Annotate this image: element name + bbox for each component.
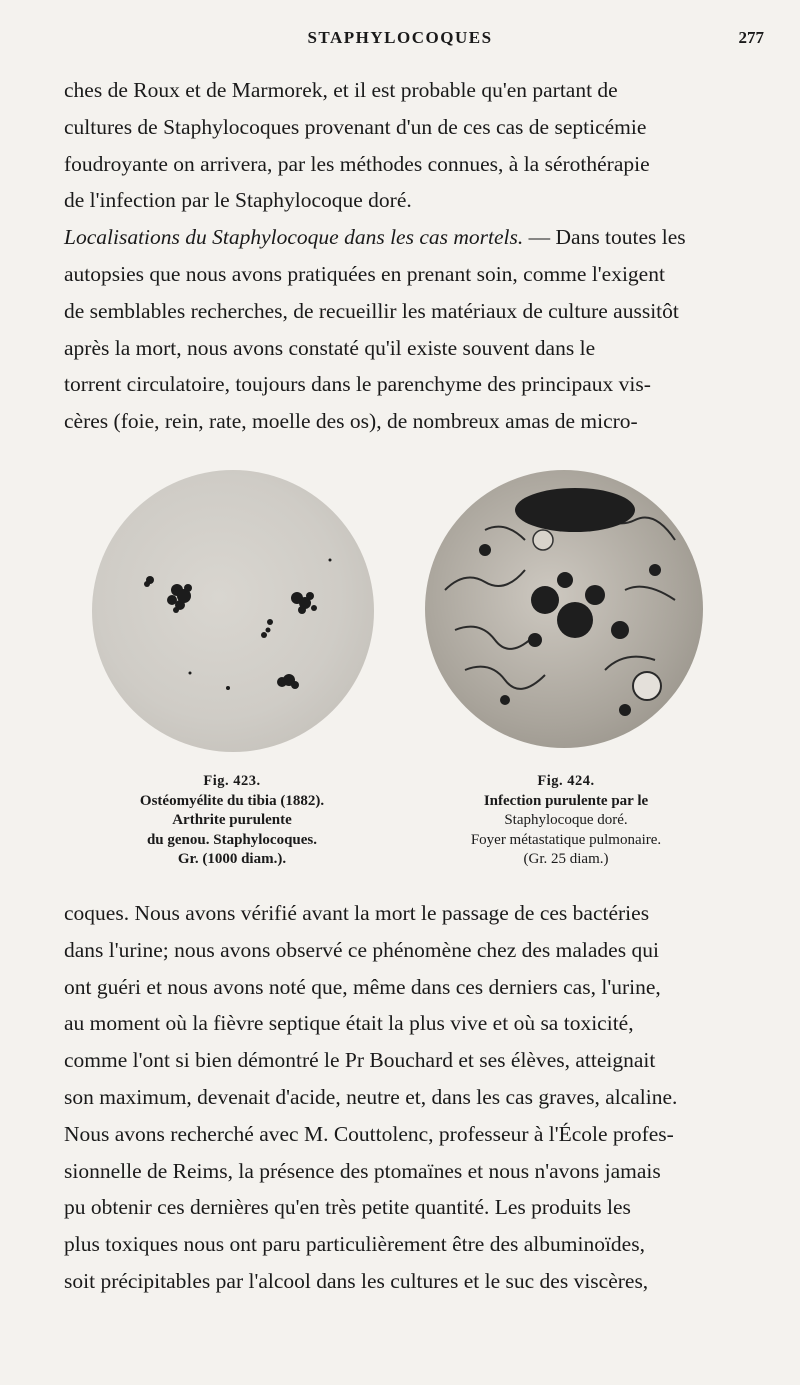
- text-line: ches de Roux et de Marmorek, et il est probable qu'en partant de: [64, 78, 618, 102]
- figure-424-micrograph: [425, 470, 703, 748]
- page-number: 277: [738, 28, 764, 47]
- figure-423-label: Fig. 423.: [203, 773, 261, 789]
- last-paragraph: [64, 1116, 764, 1300]
- text-line: foudroyante on arrivera, par les méthodes connues, à la sérothérapie: [64, 151, 650, 176]
- figure-423-micrograph: [92, 470, 374, 752]
- top-paragraph: [64, 72, 764, 219]
- text-line: torrent circulatoire, toujours dans le parenchyme des principaux vis-: [64, 372, 651, 397]
- caption-line: (Gr. 25 diam.): [523, 851, 609, 867]
- text-line: cères (foie, rein, rate, moelle des os), de nombreux amas de micro-: [64, 409, 638, 434]
- text-line: soit précipitables par l'alcool dans les cultures et le suc des viscères,: [64, 1268, 649, 1293]
- section-paragraph: [64, 219, 764, 440]
- caption-line: Gr. (1000 diam.).: [177, 851, 287, 867]
- text-line: de l'infection par le Staphylocoque doré.: [64, 188, 412, 213]
- text-line: plus toxiques nous ont paru particulièrement être des albuminoïdes,: [64, 1232, 645, 1257]
- section-first-line: [64, 219, 764, 256]
- caption-line: Arthrite purulente: [172, 812, 292, 828]
- caption-line: Ostéomyélite du tibia (1882).: [139, 792, 325, 809]
- micrograph-423-illustration: [92, 470, 374, 752]
- text-line: Nous avons recherché avec M. Couttolenc, professeur à l'École profes-: [64, 1121, 674, 1146]
- text-line: cultures de Staphylocoques provenant d'un de ces cas de septicémie: [64, 114, 647, 139]
- micrograph-424-illustration: [425, 470, 703, 748]
- section-heading-tail: — Dans toutes les: [523, 225, 686, 250]
- text-line: son maximum, devenait d'acide, neutre et, dans les cas graves, alcaline.: [64, 1084, 678, 1109]
- text-line: sionnelle de Reims, la présence des ptomaïnes et nous n'avons jamais: [64, 1158, 661, 1183]
- figure-424-caption: [416, 772, 716, 870]
- caption-line: Staphylocoque doré.: [504, 812, 628, 828]
- text-line: autopsies que nous avons pratiquées en prenant soin, comme l'exigent: [64, 261, 665, 286]
- caption-line: Infection purulente par le: [483, 792, 649, 809]
- figure-424-label: Fig. 424.: [537, 773, 595, 789]
- bottom-text-block: [64, 895, 764, 1300]
- running-head: STAPHYLOCOQUES: [307, 28, 493, 47]
- top-text-block: [64, 72, 764, 440]
- text-line: pu obtenir ces dernières qu'en très petite quantité. Les produits les: [64, 1195, 631, 1220]
- text-line: dans l'urine; nous avons observé ce phénomène chez des malades qui: [64, 937, 659, 962]
- section-heading: Localisations du Staphylocoque dans les cas mortels.: [64, 225, 524, 250]
- caption-line: Foyer métastatique pulmonaire.: [470, 831, 662, 848]
- text-line: coques. Nous avons vérifié avant la mort le passage de ces bactéries: [64, 901, 650, 925]
- text-line: après la mort, nous avons constaté qu'il existe souvent dans le: [64, 335, 596, 360]
- text-line: au moment où la fièvre septique était la plus vive et où sa toxicité,: [64, 1011, 634, 1036]
- bottom-paragraph: [64, 895, 764, 1116]
- figure-423-caption: [82, 772, 382, 870]
- caption-line: du genou. Staphylocoques.: [146, 831, 318, 848]
- text-line: comme l'ont si bien démontré le Pr Bouchard et ses élèves, atteignait: [64, 1048, 656, 1073]
- text-line: de semblables recherches, de recueillir les matériaux de culture aussitôt: [64, 298, 679, 323]
- text-line: ont guéri et nous avons noté que, même dans ces derniers cas, l'urine,: [64, 974, 661, 999]
